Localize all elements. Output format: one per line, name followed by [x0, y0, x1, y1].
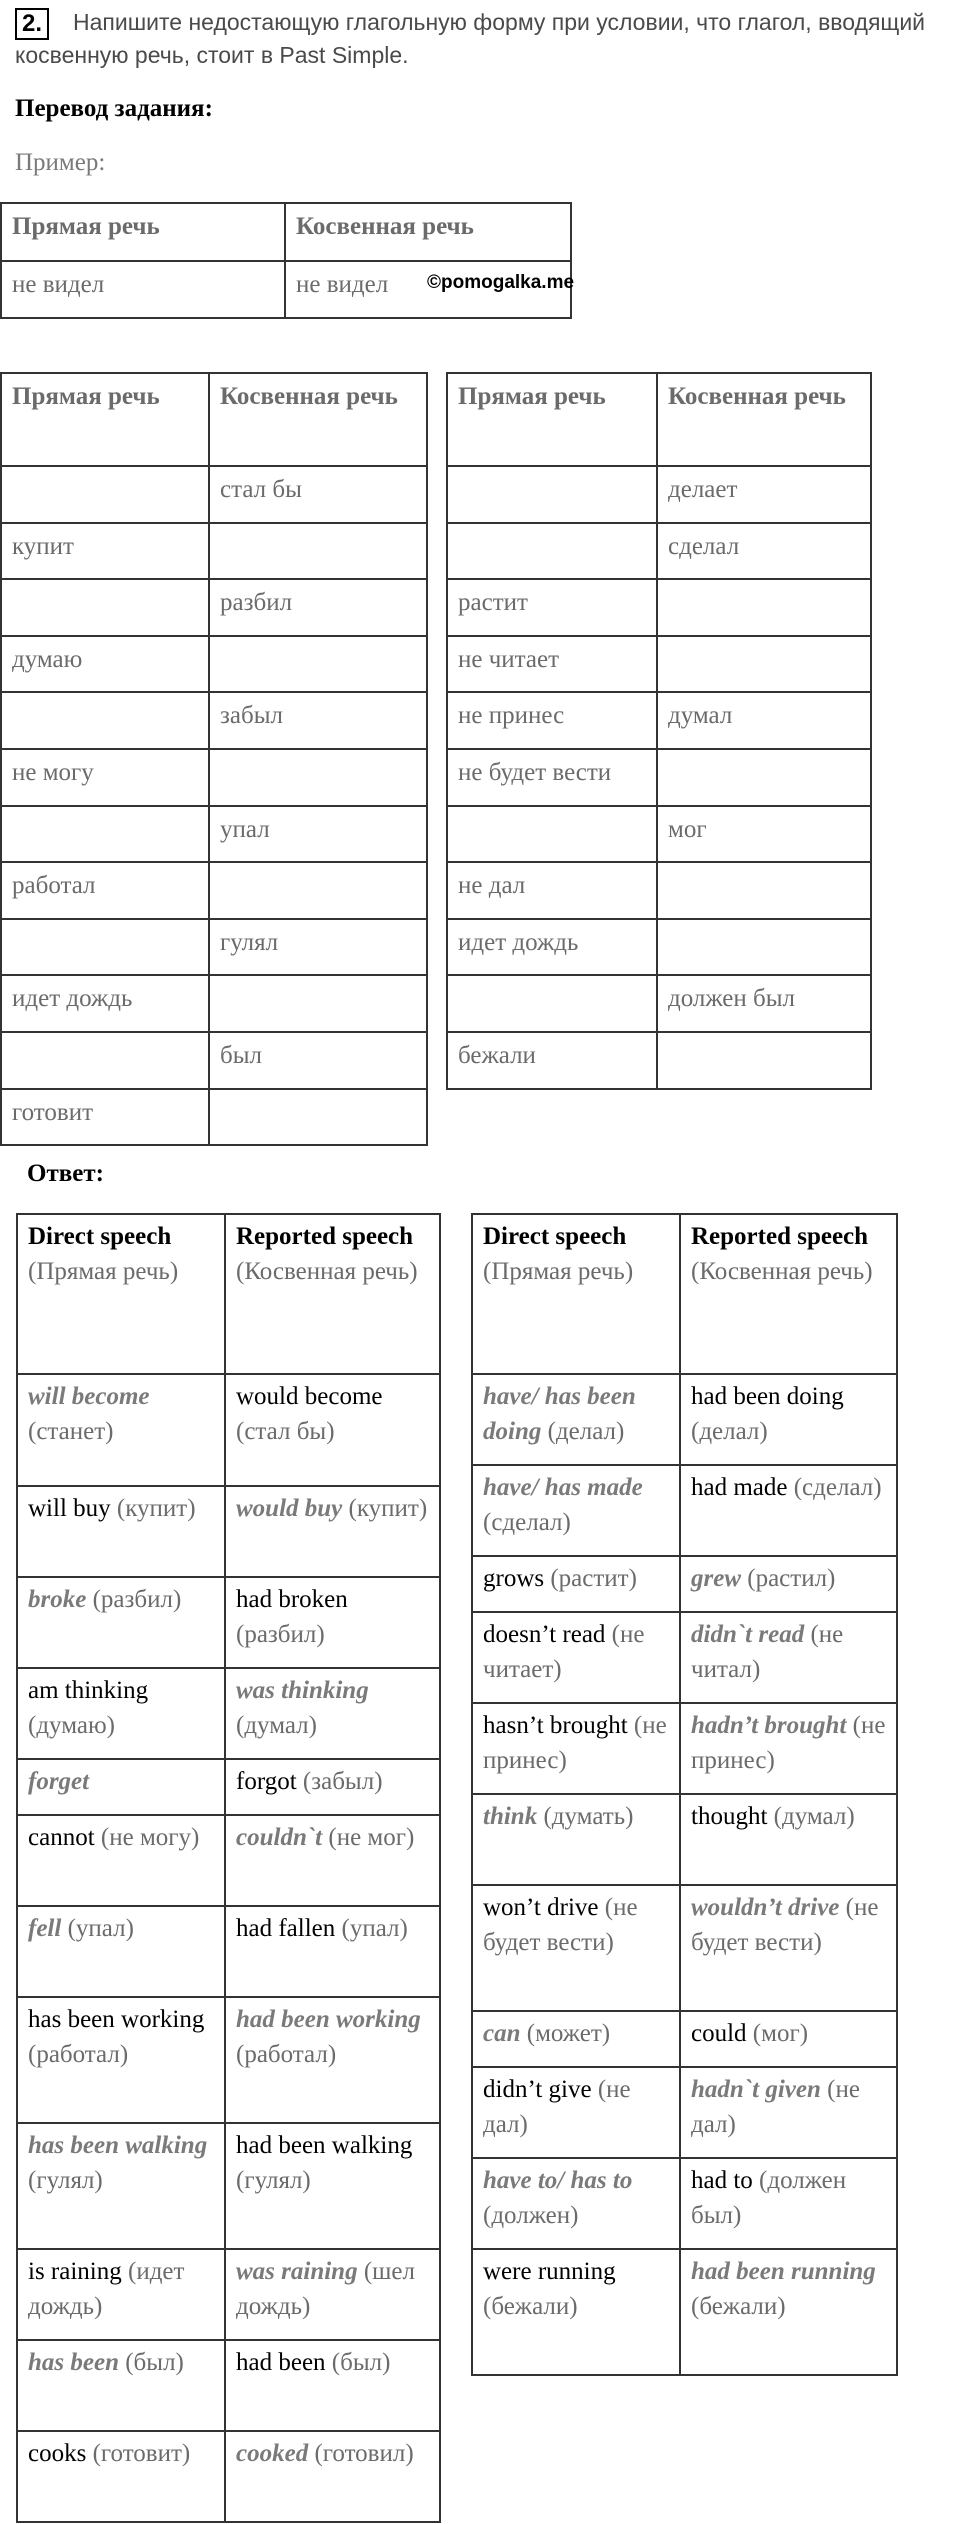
example-header-reported: Косвенная речь — [285, 203, 571, 261]
answer-header-direct — [472, 1214, 680, 1374]
verb-form: was thinking — [236, 1677, 369, 1704]
verb-form: won’t drive — [483, 1894, 599, 1921]
verb-form: didn’t give — [483, 2076, 592, 2103]
answer-cell-reported — [225, 2123, 440, 2249]
verb-translation: (шел дождь) — [236, 2258, 415, 2320]
table-cell-reported: разбил — [209, 579, 427, 636]
table-cell-direct — [447, 466, 657, 523]
table-row — [472, 1465, 897, 1556]
table-row — [447, 523, 871, 580]
example-table — [0, 202, 575, 319]
verb-translation: (не дал) — [483, 2076, 631, 2138]
verb-translation: (делал) — [547, 1418, 625, 1445]
verb-form: could — [691, 2020, 747, 2047]
header-sub: (Косвенная речь) — [236, 1258, 418, 1285]
table-row — [17, 1815, 440, 1906]
verb-translation: (думал) — [773, 1803, 855, 1830]
verb-translation: (готовил) — [314, 2440, 414, 2467]
table-cell-direct — [447, 806, 657, 863]
header-main: Direct speech — [28, 1223, 172, 1250]
table-row — [1, 749, 427, 806]
table-row — [447, 919, 871, 976]
answer-cell-reported — [680, 1885, 897, 2011]
answer-table-right — [471, 1213, 898, 2376]
verb-form: hadn’t brought — [691, 1712, 847, 1739]
table-cell-reported: гулял — [209, 919, 427, 976]
table-row — [17, 1997, 440, 2123]
answer-heading: Ответ: — [27, 1160, 104, 1187]
verb-form: grew — [691, 1565, 741, 1592]
verb-form: will buy — [28, 1495, 111, 1522]
answer-cell-reported — [225, 1759, 440, 1815]
verb-translation: (работал) — [28, 2041, 129, 2068]
table-cell-reported: сделал — [657, 523, 871, 580]
table-cell-reported: был — [209, 1032, 427, 1089]
table-cell-reported — [209, 862, 427, 919]
table-cell-reported: стал бы — [209, 466, 427, 523]
table-cell-direct: идет дождь — [1, 975, 209, 1032]
table-cell-reported — [657, 636, 871, 693]
verb-translation: (упал) — [341, 1915, 408, 1942]
ru_table_left-header-direct: Прямая речь — [1, 373, 209, 466]
table-cell-direct: растит — [447, 579, 657, 636]
verb-translation: (готовит) — [92, 2440, 191, 2467]
answer-cell-reported — [225, 2431, 440, 2522]
table-cell-direct: готовит — [1, 1089, 209, 1146]
verb-translation: (гулял) — [236, 2167, 311, 2194]
verb-form: didn`t read — [691, 1621, 805, 1648]
answer-cell-direct — [17, 2340, 225, 2431]
header-main: Direct speech — [483, 1223, 627, 1250]
verb-form: forgot — [236, 1768, 297, 1795]
table-row — [447, 975, 871, 1032]
table-cell-reported — [209, 1089, 427, 1146]
answer-cell-direct — [17, 1815, 225, 1906]
verb-form: had been running — [691, 2258, 876, 2285]
answer-cell-reported — [680, 1556, 897, 1612]
verb-form: forget — [28, 1768, 90, 1795]
answer-cell-reported — [680, 1612, 897, 1703]
task-text: Напишите недостающую глагольную форму при условии, что глагол, вводящий косвенную речь, стоит в Past Simple. — [15, 9, 926, 68]
answer-cell-direct — [17, 1668, 225, 1759]
verb-form: hasn’t brought — [483, 1712, 628, 1739]
task-number: 2. — [21, 10, 42, 37]
answer-cell-direct — [472, 2067, 680, 2158]
answer-header-reported — [225, 1214, 440, 1374]
answer-cell-reported — [680, 2249, 897, 2375]
verb-translation: (думал) — [236, 1712, 317, 1739]
header-main: Reported speech — [691, 1223, 869, 1250]
verb-translation: (упал) — [67, 1915, 134, 1942]
verb-translation: (не принес) — [483, 1712, 667, 1774]
answer-cell-direct — [17, 1577, 225, 1668]
answer-cell-direct — [472, 1885, 680, 2011]
example-header-direct: Прямая речь — [1, 203, 285, 261]
verb-form: couldn`t — [236, 1824, 323, 1851]
table-cell-reported — [657, 919, 871, 976]
verb-translation: (не читает) — [483, 1621, 645, 1683]
answer-cell-reported — [680, 1465, 897, 1556]
answer-cell-direct — [17, 2431, 225, 2522]
table-row — [17, 1906, 440, 1997]
verb-translation: (бежали) — [691, 2293, 786, 2320]
answer-cell-direct — [17, 2249, 225, 2340]
table-row — [1, 579, 427, 636]
table-cell-direct — [1, 579, 209, 636]
table-row — [1, 1089, 427, 1146]
table-cell-direct: купит — [1, 523, 209, 580]
ru_table_right-header-direct: Прямая речь — [447, 373, 657, 466]
verb-translation: (разбил) — [92, 1586, 182, 1613]
verb-form: would become — [236, 1383, 383, 1410]
table-cell-direct: не могу — [1, 749, 209, 806]
answer-cell-direct — [17, 1486, 225, 1577]
verb-form: broke — [28, 1586, 87, 1613]
table-cell-direct — [447, 523, 657, 580]
answer-cell-direct — [472, 1556, 680, 1612]
verb-translation: (купит) — [116, 1495, 196, 1522]
table-cell-reported: забыл — [209, 692, 427, 749]
verb-form: can — [483, 2020, 521, 2047]
verb-translation: (не мог) — [328, 1824, 415, 1851]
verb-translation: (растит) — [550, 1565, 637, 1592]
table-row — [472, 1885, 897, 2011]
verb-translation: (думаю) — [28, 1712, 115, 1739]
table-row — [17, 1668, 440, 1759]
header-main: Reported speech — [236, 1223, 414, 1250]
answer-cell-reported — [680, 1374, 897, 1465]
table-cell-reported — [209, 749, 427, 806]
table-cell-direct — [1, 692, 209, 749]
table-row — [17, 1374, 440, 1486]
verb-translation: (купит) — [348, 1495, 428, 1522]
verb-translation: (не будет вести) — [483, 1894, 638, 1956]
verb-form: have to/ has to — [483, 2167, 633, 2194]
table-row — [447, 1032, 871, 1089]
answer-header-direct — [17, 1214, 225, 1374]
answer-cell-reported — [225, 1815, 440, 1906]
table-cell-direct: думаю — [1, 636, 209, 693]
table-row — [472, 1612, 897, 1703]
verb-form: cooked — [236, 2440, 309, 2467]
table-row — [17, 1486, 440, 1577]
verb-form: had been working — [236, 2006, 421, 2033]
table-row — [472, 1794, 897, 1885]
table-cell-direct: не дал — [447, 862, 657, 919]
table-row — [1, 806, 427, 863]
table-row — [1, 862, 427, 919]
answer-cell-direct — [17, 2123, 225, 2249]
table-row — [1, 975, 427, 1032]
table-cell-reported: мог — [657, 806, 871, 863]
verb-form: grows — [483, 1565, 545, 1592]
verb-form: had fallen — [236, 1915, 336, 1942]
answer-cell-reported — [225, 1374, 440, 1486]
header-sub: (Прямая речь) — [28, 1258, 179, 1285]
table-row — [472, 2249, 897, 2375]
table-row — [472, 1556, 897, 1612]
verb-translation: (не будет вести) — [691, 1894, 879, 1956]
answer-cell-direct — [472, 2249, 680, 2375]
answer-cell-direct — [472, 1794, 680, 1885]
verb-translation: (был) — [331, 2349, 391, 2376]
verb-form: doesn’t read — [483, 1621, 606, 1648]
table-row — [1, 523, 427, 580]
verb-translation: (должен был) — [691, 2167, 847, 2229]
verb-form: cooks — [28, 2440, 87, 2467]
table-cell-direct — [1, 466, 209, 523]
table-row — [17, 2340, 440, 2431]
answer-cell-reported — [680, 1703, 897, 1794]
table-row — [447, 749, 871, 806]
verb-form: was raining — [236, 2258, 358, 2285]
table-row — [472, 2067, 897, 2158]
verb-form: has been walking — [28, 2132, 208, 2159]
verb-form: thought — [691, 1803, 768, 1830]
answer-cell-reported — [680, 2011, 897, 2067]
verb-translation: (был) — [125, 2349, 184, 2376]
table-cell-reported — [657, 862, 871, 919]
header-sub: (Прямая речь) — [483, 1258, 634, 1285]
verb-form: am thinking — [28, 1677, 149, 1704]
table-cell-direct: не будет вести — [447, 749, 657, 806]
answer-cell-direct — [472, 1703, 680, 1794]
table-row — [472, 2158, 897, 2249]
answer-cell-direct — [472, 2011, 680, 2067]
verb-form: had to — [691, 2167, 753, 2194]
example-cell-reported: не видел — [285, 261, 571, 318]
verb-translation: (думать) — [543, 1803, 634, 1830]
answer-cell-direct — [17, 1374, 225, 1486]
answer-cell-reported — [680, 2067, 897, 2158]
table-row — [1, 919, 427, 976]
table-cell-direct — [447, 975, 657, 1032]
table-cell-direct: бежали — [447, 1032, 657, 1089]
verb-translation: (должен) — [483, 2202, 579, 2229]
verb-form: had been — [236, 2349, 326, 2376]
table-row — [17, 2123, 440, 2249]
header-sub: (Косвенная речь) — [691, 1258, 873, 1285]
table-cell-direct: работал — [1, 862, 209, 919]
answer-cell-direct — [472, 2158, 680, 2249]
verb-translation: (бежали) — [483, 2293, 578, 2320]
verb-translation: (может) — [526, 2020, 611, 2047]
example-label: Пример: — [15, 149, 106, 176]
table-cell-reported: упал — [209, 806, 427, 863]
answer-cell-direct — [17, 1759, 225, 1815]
answer-cell-reported — [225, 1486, 440, 1577]
verb-translation: (не могу) — [100, 1824, 200, 1851]
verb-form: had made — [691, 1474, 788, 1501]
answer-cell-reported — [225, 2340, 440, 2431]
table-cell-direct — [1, 806, 209, 863]
verb-form: cannot — [28, 1824, 95, 1851]
verb-form: had been walking — [236, 2132, 413, 2159]
verb-form: have/ has been doing — [483, 1383, 636, 1445]
table-row — [447, 692, 871, 749]
table-row — [1, 466, 427, 523]
verb-form: wouldn’t drive — [691, 1894, 840, 1921]
table-cell-direct: не принес — [447, 692, 657, 749]
verb-translation: (гулял) — [28, 2167, 103, 2194]
table-row — [447, 466, 871, 523]
answer-cell-direct — [17, 1997, 225, 2123]
verb-translation: (не читал) — [691, 1621, 844, 1683]
verb-form: think — [483, 1803, 538, 1830]
watermark: ©pomogalka.me — [427, 272, 575, 293]
verb-translation: (разбил) — [236, 1621, 325, 1648]
table-cell-reported — [209, 523, 427, 580]
translation-heading: Перевод задания: — [15, 95, 213, 122]
verb-form: has been working — [28, 2006, 205, 2033]
answer-cell-direct — [472, 1465, 680, 1556]
table-cell-direct: не читает — [447, 636, 657, 693]
verb-form: will become — [28, 1383, 150, 1410]
table-cell-reported — [657, 579, 871, 636]
table-row — [472, 1703, 897, 1794]
verb-form: would buy — [236, 1495, 343, 1522]
task-table-left — [0, 372, 428, 1146]
answer-cell-direct — [472, 1612, 680, 1703]
table-row — [447, 579, 871, 636]
verb-translation: (не дал) — [691, 2076, 860, 2138]
verb-form: has been — [28, 2349, 119, 2376]
table-cell-reported: думал — [657, 692, 871, 749]
table-row — [447, 636, 871, 693]
table-row — [1, 1032, 427, 1089]
verb-translation: (сделал) — [483, 1509, 571, 1536]
verb-form: had been doing — [691, 1383, 844, 1410]
answer-table-left — [16, 1213, 441, 2523]
verb-form: had broken — [236, 1586, 348, 1613]
table-row — [472, 2011, 897, 2067]
table-cell-reported — [657, 1032, 871, 1089]
table-row — [1, 692, 427, 749]
verb-translation: (станет) — [28, 1418, 114, 1445]
answer-cell-reported — [225, 1997, 440, 2123]
example-cell-direct: не видел — [1, 261, 285, 318]
task-table-right — [446, 372, 872, 1090]
table-row — [17, 1577, 440, 1668]
table-cell-reported — [209, 975, 427, 1032]
answer-cell-reported — [225, 2249, 440, 2340]
table-row — [447, 862, 871, 919]
verb-form: were running — [483, 2258, 616, 2285]
answer-cell-reported — [225, 1906, 440, 1997]
table-row — [17, 2431, 440, 2522]
verb-translation: (делал) — [691, 1418, 768, 1445]
verb-translation: (не принес) — [691, 1712, 886, 1774]
answer-cell-reported — [680, 2158, 897, 2249]
answer-cell-reported — [680, 1794, 897, 1885]
table-row — [17, 1759, 440, 1815]
verb-translation: (работал) — [236, 2041, 337, 2068]
verb-translation: (стал бы) — [236, 1418, 335, 1445]
table-row — [447, 806, 871, 863]
table-cell-reported — [209, 636, 427, 693]
table-cell-reported — [657, 749, 871, 806]
table-cell-direct: идет дождь — [447, 919, 657, 976]
table-row — [1, 636, 427, 693]
table-cell-direct — [1, 1032, 209, 1089]
table-row — [17, 2249, 440, 2340]
verb-form: fell — [28, 1915, 62, 1942]
ru_table_left-header-reported: Косвенная речь — [209, 373, 427, 466]
answer-header-reported — [680, 1214, 897, 1374]
answer-cell-reported — [225, 1577, 440, 1668]
table-row — [472, 1374, 897, 1465]
verb-translation: (идет дождь) — [28, 2258, 185, 2320]
verb-form: hadn`t given — [691, 2076, 821, 2103]
answer-cell-direct — [17, 1906, 225, 1997]
verb-translation: (забыл) — [302, 1768, 383, 1795]
answer-cell-direct — [472, 1374, 680, 1465]
table-cell-direct — [1, 919, 209, 976]
verb-translation: (мог) — [752, 2020, 809, 2047]
verb-form: have/ has made — [483, 1474, 643, 1501]
table-cell-reported: должен был — [657, 975, 871, 1032]
ru_table_right-header-reported: Косвенная речь — [657, 373, 871, 466]
answer-cell-reported — [225, 1668, 440, 1759]
verb-translation: (растил) — [747, 1565, 836, 1592]
verb-form: is raining — [28, 2258, 122, 2285]
table-cell-reported: делает — [657, 466, 871, 523]
verb-translation: (сделал) — [793, 1474, 882, 1501]
